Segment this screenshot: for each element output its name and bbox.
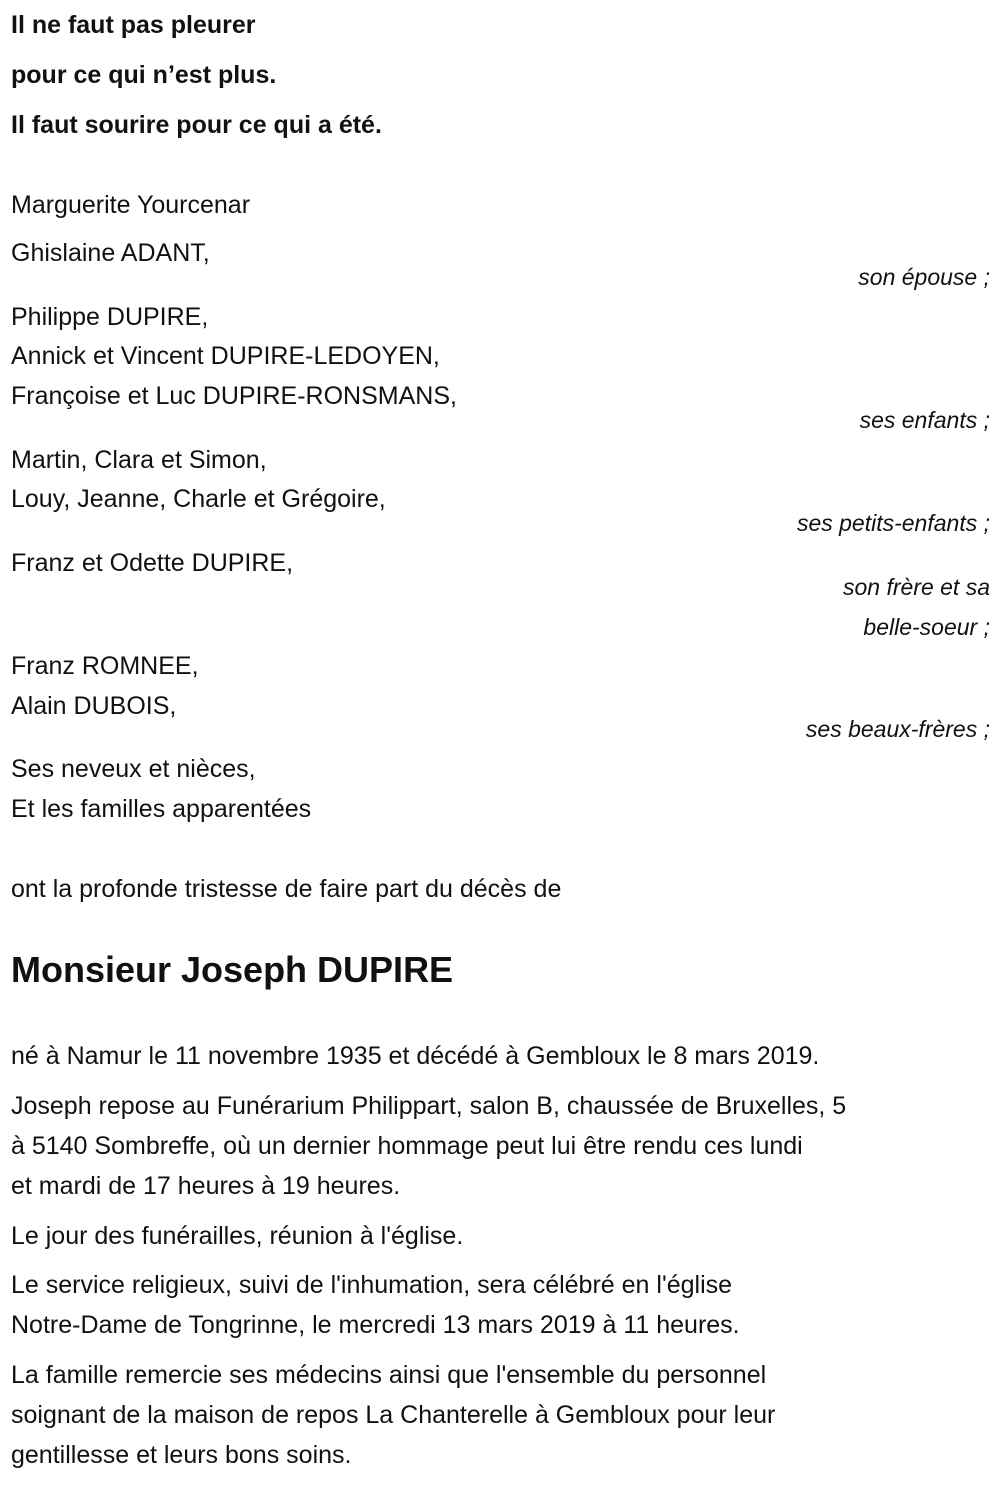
deceased-name: Monsieur Joseph DUPIRE	[11, 949, 454, 990]
relation-label: ses petits-enfants ;	[796, 510, 990, 536]
relation-label: belle-soeur ;	[863, 614, 990, 640]
detail-line: Le jour des funérailles, réunion à l'église.	[11, 1222, 464, 1250]
detail-line: Le service religieux, suivi de l'inhumation, sera célébré en l'église	[11, 1271, 733, 1299]
family-name: Franz ROMNEE,	[11, 652, 199, 680]
family-name: Philippe DUPIRE,	[11, 303, 209, 331]
quote-line: Il faut sourire pour ce qui a été.	[11, 111, 382, 139]
relation-label: son épouse ;	[858, 264, 990, 290]
detail-line: Joseph repose au Funérarium Philippart, salon B, chaussée de Bruxelles, 5	[11, 1092, 847, 1120]
relation-label: ses enfants ;	[859, 407, 990, 433]
detail-line: né à Namur le 11 novembre 1935 et décédé à Gembloux le 8 mars 2019.	[11, 1042, 820, 1070]
family-name: Martin, Clara et Simon,	[11, 446, 267, 474]
family-name: Françoise et Luc DUPIRE-RONSMANS,	[11, 382, 457, 410]
detail-line: Notre-Dame de Tongrinne, le mercredi 13 mars 2019 à 11 heures.	[11, 1311, 740, 1339]
family-name: Annick et Vincent DUPIRE-LEDOYEN,	[11, 342, 440, 370]
family-name: Ses neveux et nièces,	[11, 755, 256, 783]
detail-line: La famille remercie ses médecins ainsi que l'ensemble du personnel	[11, 1361, 767, 1389]
quote-author: Marguerite Yourcenar	[11, 191, 251, 219]
quote-line: pour ce qui n’est plus.	[11, 61, 277, 89]
relation-label: son frère et sa	[842, 574, 990, 600]
detail-line: à 5140 Sombreffe, où un dernier hommage peut lui être rendu ces lundi	[11, 1132, 803, 1160]
family-name: Louy, Jeanne, Charle et Grégoire,	[11, 485, 386, 513]
detail-line: gentillesse et leurs bons soins.	[11, 1441, 352, 1469]
family-name: Ghislaine ADANT,	[11, 239, 210, 267]
family-name: Alain DUBOIS,	[11, 692, 177, 720]
announcement: ont la profonde tristesse de faire part du décès de	[11, 875, 562, 903]
family-name: Franz et Odette DUPIRE,	[11, 549, 294, 577]
family-name: Et les familles apparentées	[11, 795, 312, 823]
quote-line: Il ne faut pas pleurer	[11, 11, 256, 39]
relation-label: ses beaux-frères ;	[805, 716, 990, 742]
detail-line: et mardi de 17 heures à 19 heures.	[11, 1172, 401, 1200]
detail-line: soignant de la maison de repos La Chanterelle à Gembloux pour leur	[11, 1401, 776, 1429]
